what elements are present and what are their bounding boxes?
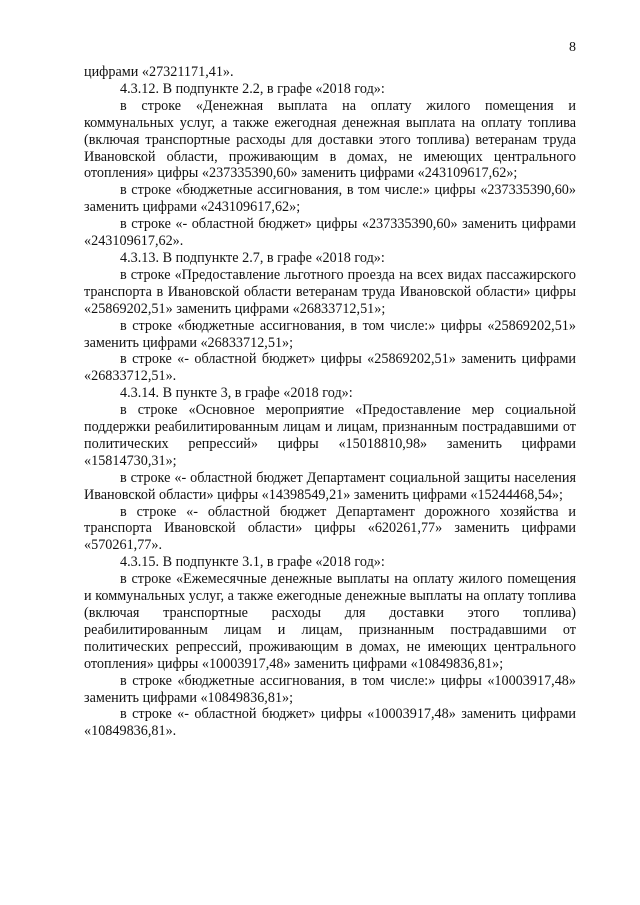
clause-4-3-15-item-1: в строке «Ежемесячные денежные выплаты на оплату жилого помещения и коммунальных услуг, а также ежегодные денежные выплаты на оплату топлива (включая транспортные расходы для доставки этого топлива) реабилитированным лицам и лицам, признанным пострадавшими от политических репрессий, проживающим в домах, не имеющих центрального отопления» цифры «10003917,48» заменить цифрами «10849836,81»;	[84, 571, 576, 672]
clause-4-3-12-item-1: в строке «Денежная выплата на оплату жилого помещения и коммунальных услуг, а также ежегодная денежная выплата на оплату топлива (включая транспортные расходы для доставки этого топлива) ветеранам труда Ивановской области, проживающим в домах, не имеющих центрального отопления» цифры «237335390,60» заменить цифрами «243109617,62»;	[84, 97, 576, 182]
clause-4-3-13-item-3: в строке «- областной бюджет» цифры «25869202,51» заменить цифрами «26833712,51».	[84, 351, 576, 385]
clause-4-3-15-heading: 4.3.15. В подпункте 3.1, в графе «2018 год»:	[120, 554, 385, 571]
clause-4-3-12-item-3: в строке «- областной бюджет» цифры «237335390,60» заменить цифрами «243109617,62».	[84, 216, 576, 250]
clause-4-3-14-item-2: в строке «- областной бюджет Департамент социальной защиты населения Ивановской области» цифры «14398549,21» заменить цифрами «15244468,54»;	[84, 469, 576, 503]
clause-4-3-13-heading: 4.3.13. В подпункте 2.7, в графе «2018 год»:	[120, 249, 385, 266]
clause-4-3-12-heading: 4.3.12. В подпункте 2.2, в графе «2018 год»:	[120, 80, 385, 97]
clause-4-3-14-heading: 4.3.14. В пункте 3, в графе «2018 год»:	[120, 385, 353, 402]
clause-4-3-13-item-2: в строке «бюджетные ассигнования, в том числе:» цифры «25869202,51» заменить цифрами «26833712,51»;	[84, 317, 576, 351]
clause-4-3-14-item-1: в строке «Основное мероприятие «Предоставление мер социальной поддержки реабилитированным лицам и лицам, признанным пострадавшими от политических репрессий» цифры «15018810,98» заменить цифрами «15814730,31»;	[84, 402, 576, 469]
clause-4-3-15-item-3: в строке «- областной бюджет» цифры «10003917,48» заменить цифрами «10849836,81».	[84, 706, 576, 740]
clause-4-3-15-item-2: в строке «бюджетные ассигнования, в том числе:» цифры «10003917,48» заменить цифрами «10849836,81»;	[84, 672, 576, 706]
clause-4-3-13-item-1: в строке «Предоставление льготного проезда на всех видах пассажирского транспорта в Ивановской области ветеранам труда Ивановской области» цифры «25869202,51» заменить цифрами «26833712,51»;	[84, 266, 576, 317]
document-body	[84, 64, 576, 740]
paragraph-continuation: цифрами «27321171,41».	[84, 64, 234, 80]
clause-4-3-14-item-3: в строке «- областной бюджет Департамент дорожного хозяйства и транспорта Ивановской области» цифры «620261,77» заменить цифрами «570261,77».	[84, 503, 576, 554]
page-number: 8	[569, 40, 576, 55]
clause-4-3-12-item-2: в строке «бюджетные ассигнования, в том числе:» цифры «237335390,60» заменить цифрами «243109617,62»;	[84, 182, 576, 216]
